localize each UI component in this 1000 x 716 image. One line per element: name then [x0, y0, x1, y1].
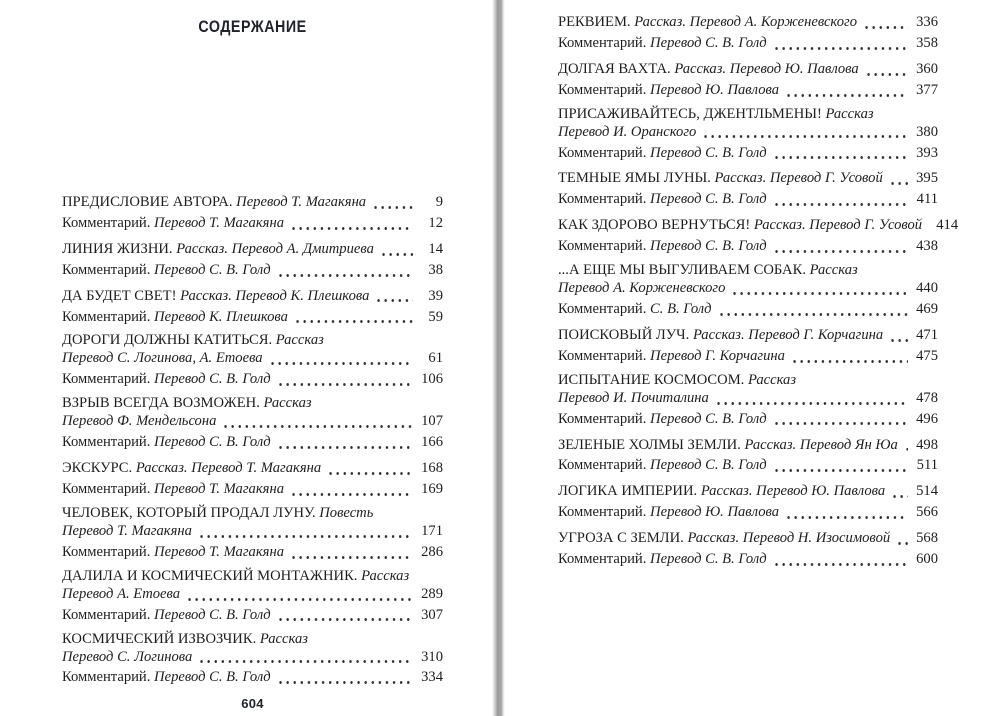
toc-page-number: 438 — [916, 238, 938, 255]
toc-line-text: ПРИСАЖИВАЙТЕСЬ, ДЖЕНТЛЬМЕНЫ! Рассказ — [558, 105, 874, 122]
toc-comment-line — [62, 213, 443, 234]
toc-comment-line — [62, 432, 443, 453]
toc-page-number: 59 — [428, 308, 443, 325]
toc-entry — [558, 481, 938, 523]
toc-line-text: Комментарий. Перевод Ю. Павлова — [558, 81, 780, 98]
toc-line-text: ЗЕЛЕНЫЕ ХОЛМЫ ЗЕМЛИ. Рассказ. Перевод Ян Юа — [558, 436, 898, 453]
dot-leader — [277, 605, 413, 626]
toc-line-text: Комментарий. Перевод С. В. Голд — [62, 261, 271, 278]
toc-line-text: Комментарий. Перевод С. В. Голд — [558, 238, 767, 255]
toc-page-number: 310 — [421, 648, 443, 665]
toc-line-text: Перевод И. Почиталина — [558, 389, 709, 406]
dot-leader — [718, 299, 908, 320]
page-left-content — [62, 0, 443, 716]
toc-line-text: Комментарий. Перевод С. В. Голд — [62, 371, 271, 388]
toc-continuation-line — [558, 388, 938, 409]
toc-line-text: ДАЛИЛА И КОСМИЧЕСКИЙ МОНТАЖНИК. Рассказ — [62, 567, 410, 584]
toc-line-text: ЛИНИЯ ЖИЗНИ. Рассказ. Перевод А. Дмитриева — [62, 240, 374, 257]
toc-page-number: 511 — [916, 457, 938, 474]
toc-line-text: ДОЛГАЯ ВАХТА. Рассказ. Перевод Ю. Павлова — [558, 60, 859, 77]
toc-page-number: 568 — [916, 530, 938, 547]
toc-page-number: 496 — [916, 410, 938, 427]
toc-line-text: ДА БУДЕТ СВЕТ! Рассказ. Перевод К. Плешкова — [62, 287, 370, 304]
toc-entry — [558, 59, 938, 101]
toc-line-text: Перевод А. Етоева — [62, 585, 181, 602]
toc-line-text: Комментарий. Перевод Т. Магакяна — [62, 214, 284, 231]
toc-page-number: 334 — [421, 669, 443, 686]
dot-leader — [277, 369, 413, 390]
dot-leader — [889, 325, 908, 346]
dot-leader — [290, 542, 413, 563]
dot-leader — [773, 33, 908, 54]
toc-entry — [62, 568, 443, 626]
toc-line-text: Комментарий. Перевод К. Плешкова — [62, 308, 288, 325]
toc-line-text: ДОРОГИ ДОЛЖНЫ КАТИТЬСЯ. Рассказ — [62, 332, 324, 349]
toc-line-text: ...А ЕЩЕ МЫ ВЫГУЛИВАЕМ СОБАК. Рассказ — [558, 262, 858, 279]
dot-leader — [222, 411, 413, 432]
toc-comment-line — [558, 409, 938, 430]
toc-line-text: ПРЕДИСЛОВИЕ АВТОРА. Перевод Т. Магакяна — [62, 194, 367, 210]
toc-column-right — [558, 12, 959, 575]
toc-title-line — [558, 215, 959, 236]
page-gutter-divider — [492, 0, 505, 716]
toc-comment-line — [558, 33, 938, 54]
toc-page-number: 377 — [916, 81, 938, 98]
dot-leader — [290, 213, 413, 234]
toc-comment-line — [558, 455, 938, 476]
toc-page-number: 360 — [916, 60, 938, 77]
dot-leader — [294, 307, 413, 328]
toc-page-number: 307 — [421, 606, 443, 623]
toc-line-text: Комментарий. Перевод С. В. Голд — [62, 606, 271, 623]
toc-line-text: УГРОЗА С ЗЕМЛИ. Рассказ. Перевод Н. Изосимовой — [558, 530, 891, 547]
dot-leader — [290, 479, 413, 500]
toc-line-text: ТЕМНЫЕ ЯМЫ ЛУНЫ. Рассказ. Перевод Г. Усовой — [558, 170, 883, 187]
toc-title-line — [62, 631, 443, 647]
toc-comment-line — [62, 260, 443, 281]
toc-title-line — [62, 395, 443, 411]
toc-page-number: 336 — [916, 14, 938, 30]
dot-leader — [773, 549, 908, 570]
toc-title-line — [62, 332, 443, 348]
dot-leader — [198, 521, 413, 542]
toc-comment-line — [62, 307, 443, 328]
toc-page-number: 106 — [421, 371, 443, 388]
toc-title-line — [558, 168, 938, 189]
toc-entry — [558, 215, 959, 257]
toc-line-text: ИСПЫТАНИЕ КОСМОСОМ. Рассказ — [558, 371, 797, 388]
page-right — [505, 0, 1000, 716]
dot-leader — [380, 239, 413, 260]
toc-line-text: ПОИСКОВЫЙ ЛУЧ. Рассказ. Перевод Г. Корчагина — [558, 326, 884, 343]
toc-line-text: Комментарий. Перевод С. В. Голд — [558, 410, 767, 427]
dot-leader — [889, 168, 908, 189]
toc-line-text: КАК ЗДОРОВО ВЕРНУТЬСЯ! Рассказ. Перевод Г. Усовой — [558, 217, 923, 234]
toc-line-text: РЕКВИЕМ. Рассказ. Перевод А. Корженевского — [558, 14, 857, 30]
toc-comment-line — [558, 189, 938, 210]
toc-line-text: Перевод Ф. Мендельсона — [62, 413, 217, 430]
dot-leader — [773, 143, 908, 164]
dot-leader — [791, 346, 908, 367]
toc-comment-line — [62, 479, 443, 500]
toc-title-line — [558, 59, 938, 80]
toc-entry — [62, 192, 443, 234]
toc-continuation-line — [62, 411, 443, 432]
toc-page-number: 168 — [421, 460, 443, 477]
toc-line-text: Перевод А. Корженевского — [558, 280, 726, 297]
toc-continuation-line — [62, 521, 443, 542]
dot-leader — [277, 432, 413, 453]
toc-comment-line — [62, 667, 443, 688]
toc-line-text: Комментарий. Перевод С. В. Голд — [558, 144, 767, 161]
toc-comment-line — [558, 299, 938, 320]
dot-leader — [327, 458, 413, 479]
toc-title-line — [62, 458, 443, 479]
toc-page-number: 171 — [421, 522, 443, 539]
dot-leader — [269, 348, 413, 369]
dot-leader — [375, 286, 413, 307]
dot-leader — [785, 502, 908, 523]
toc-entry — [62, 395, 443, 453]
toc-title-line — [62, 505, 443, 521]
toc-page-number: 61 — [428, 350, 443, 367]
toc-title-line — [558, 372, 938, 388]
dot-leader — [773, 409, 908, 430]
toc-page-number: 358 — [916, 34, 938, 51]
toc-title-line — [62, 286, 443, 307]
toc-entry — [558, 372, 938, 430]
toc-line-text: КОСМИЧЕСКИЙ ИЗВОЗЧИК. Рассказ — [62, 630, 308, 647]
toc-line-text: ЭКСКУРС. Рассказ. Перевод Т. Магакяна — [62, 460, 322, 477]
dot-leader — [277, 260, 413, 281]
toc-line-text: Комментарий. Перевод С. В. Голд — [558, 551, 767, 568]
toc-title-line — [558, 12, 938, 33]
toc-line-text: Комментарий. Перевод С. В. Голд — [558, 457, 767, 474]
toc-page-number: 471 — [916, 326, 938, 343]
toc-line-text: Комментарий. Перевод С. В. Голд — [62, 669, 271, 686]
toc-page-number: 475 — [916, 347, 938, 364]
toc-entry — [558, 168, 938, 210]
toc-title-line — [558, 435, 938, 456]
toc-entry — [558, 325, 938, 367]
toc-comment-line — [558, 346, 938, 367]
dot-leader — [198, 647, 413, 668]
toc-column-left — [62, 192, 443, 693]
dot-leader — [865, 59, 908, 80]
toc-line-text: Перевод С. Логинова — [62, 648, 193, 665]
toc-page-number: 169 — [421, 480, 443, 497]
toc-page-number: 478 — [916, 389, 938, 406]
dot-leader — [715, 388, 908, 409]
toc-page-number: 440 — [916, 280, 938, 297]
toc-page-number: 14 — [428, 240, 443, 257]
dot-leader — [702, 122, 908, 143]
toc-page-number: 469 — [916, 300, 938, 317]
toc-line-text: Перевод Т. Магакяна — [62, 522, 192, 539]
toc-line-text: Комментарий. Перевод Т. Магакяна — [62, 480, 284, 497]
toc-continuation-line — [62, 348, 443, 369]
toc-page-number: 393 — [916, 144, 938, 161]
toc-line-text: Комментарий. Перевод С. В. Голд — [558, 34, 767, 51]
toc-page-number: 498 — [916, 436, 938, 453]
toc-page-number: 39 — [428, 287, 443, 304]
toc-line-text: Перевод И. Оранского — [558, 123, 697, 140]
toc-page-number: 9 — [435, 194, 443, 210]
toc-comment-line — [62, 369, 443, 390]
contents-title: СОДЕРЖАНИЕ — [198, 17, 307, 36]
toc-entry — [558, 435, 938, 477]
toc-line-text: Комментарий. Перевод Г. Корчагина — [558, 347, 785, 364]
toc-entry — [558, 262, 938, 320]
toc-entry — [62, 239, 443, 281]
toc-page-number: 166 — [421, 434, 443, 451]
toc-title-line — [558, 325, 938, 346]
toc-line-text: ЛОГИКА ИМПЕРИИ. Рассказ. Перевод Ю. Павлова — [558, 483, 886, 500]
toc-line-text: Комментарий. Перевод Т. Магакяна — [62, 543, 284, 560]
toc-line-text: Комментарий. Перевод С. В. Голд — [558, 191, 767, 208]
toc-continuation-line — [558, 122, 938, 143]
toc-page-number: 395 — [916, 170, 938, 187]
toc-page-number: 286 — [421, 543, 443, 560]
dot-leader — [891, 481, 908, 502]
toc-line-text: Перевод С. Логинова, А. Етоева — [62, 350, 263, 367]
dot-leader — [773, 189, 908, 210]
dot-leader — [186, 584, 413, 605]
toc-line-text: ЧЕЛОВЕК, КОТОРЫЙ ПРОДАЛ ЛУНУ. Повесть — [62, 504, 374, 521]
toc-comment-line — [558, 549, 938, 570]
toc-page-number: 107 — [421, 413, 443, 430]
toc-entry — [558, 528, 938, 570]
toc-comment-line — [558, 143, 938, 164]
toc-comment-line — [558, 236, 938, 257]
toc-continuation-line — [62, 647, 443, 668]
toc-continuation-line — [558, 278, 938, 299]
toc-entry — [558, 12, 938, 54]
dot-leader — [863, 12, 908, 33]
toc-page-number: 600 — [916, 551, 938, 568]
toc-line-text: Комментарий. Перевод Ю. Павлова — [558, 504, 780, 521]
toc-continuation-line — [62, 584, 443, 605]
dot-leader — [731, 278, 908, 299]
toc-page-number: 289 — [421, 585, 443, 602]
dot-leader — [773, 236, 908, 257]
dot-leader — [277, 667, 413, 688]
toc-page-number: 38 — [428, 261, 443, 278]
page-left — [0, 0, 492, 716]
toc-title-line — [558, 262, 938, 278]
toc-comment-line — [62, 605, 443, 626]
toc-entry — [558, 106, 938, 164]
toc-entry — [62, 332, 443, 390]
toc-entry — [62, 631, 443, 689]
toc-comment-line — [558, 80, 938, 101]
dot-leader — [773, 455, 908, 476]
toc-page-number: 380 — [916, 123, 938, 140]
toc-line-text: ВЗРЫВ ВСЕГДА ВОЗМОЖЕН. Рассказ — [62, 395, 312, 412]
toc-comment-line — [62, 542, 443, 563]
toc-title-line — [62, 192, 443, 213]
page-right-content — [558, 0, 959, 716]
toc-line-text: Комментарий. С. В. Голд — [558, 300, 712, 317]
dot-leader — [904, 435, 908, 456]
toc-line-text: Комментарий. Перевод С. В. Голд — [62, 434, 271, 451]
toc-title-line — [558, 106, 938, 122]
dot-leader — [896, 528, 908, 549]
toc-entry — [62, 458, 443, 500]
dot-leader — [785, 80, 908, 101]
toc-title-line — [558, 481, 938, 502]
toc-comment-line — [558, 502, 938, 523]
toc-page-number: 411 — [916, 191, 938, 208]
toc-page-number: 12 — [428, 214, 443, 231]
toc-entry — [62, 505, 443, 563]
toc-entry — [62, 286, 443, 328]
toc-title-line — [558, 528, 938, 549]
toc-page-number: 566 — [916, 504, 938, 521]
folio-page-number: 604 — [241, 696, 264, 711]
toc-page-number: 414 — [936, 217, 959, 234]
toc-title-line — [62, 568, 443, 584]
toc-title-line — [62, 239, 443, 260]
dot-leader — [372, 192, 413, 213]
toc-page-number: 514 — [916, 483, 938, 500]
